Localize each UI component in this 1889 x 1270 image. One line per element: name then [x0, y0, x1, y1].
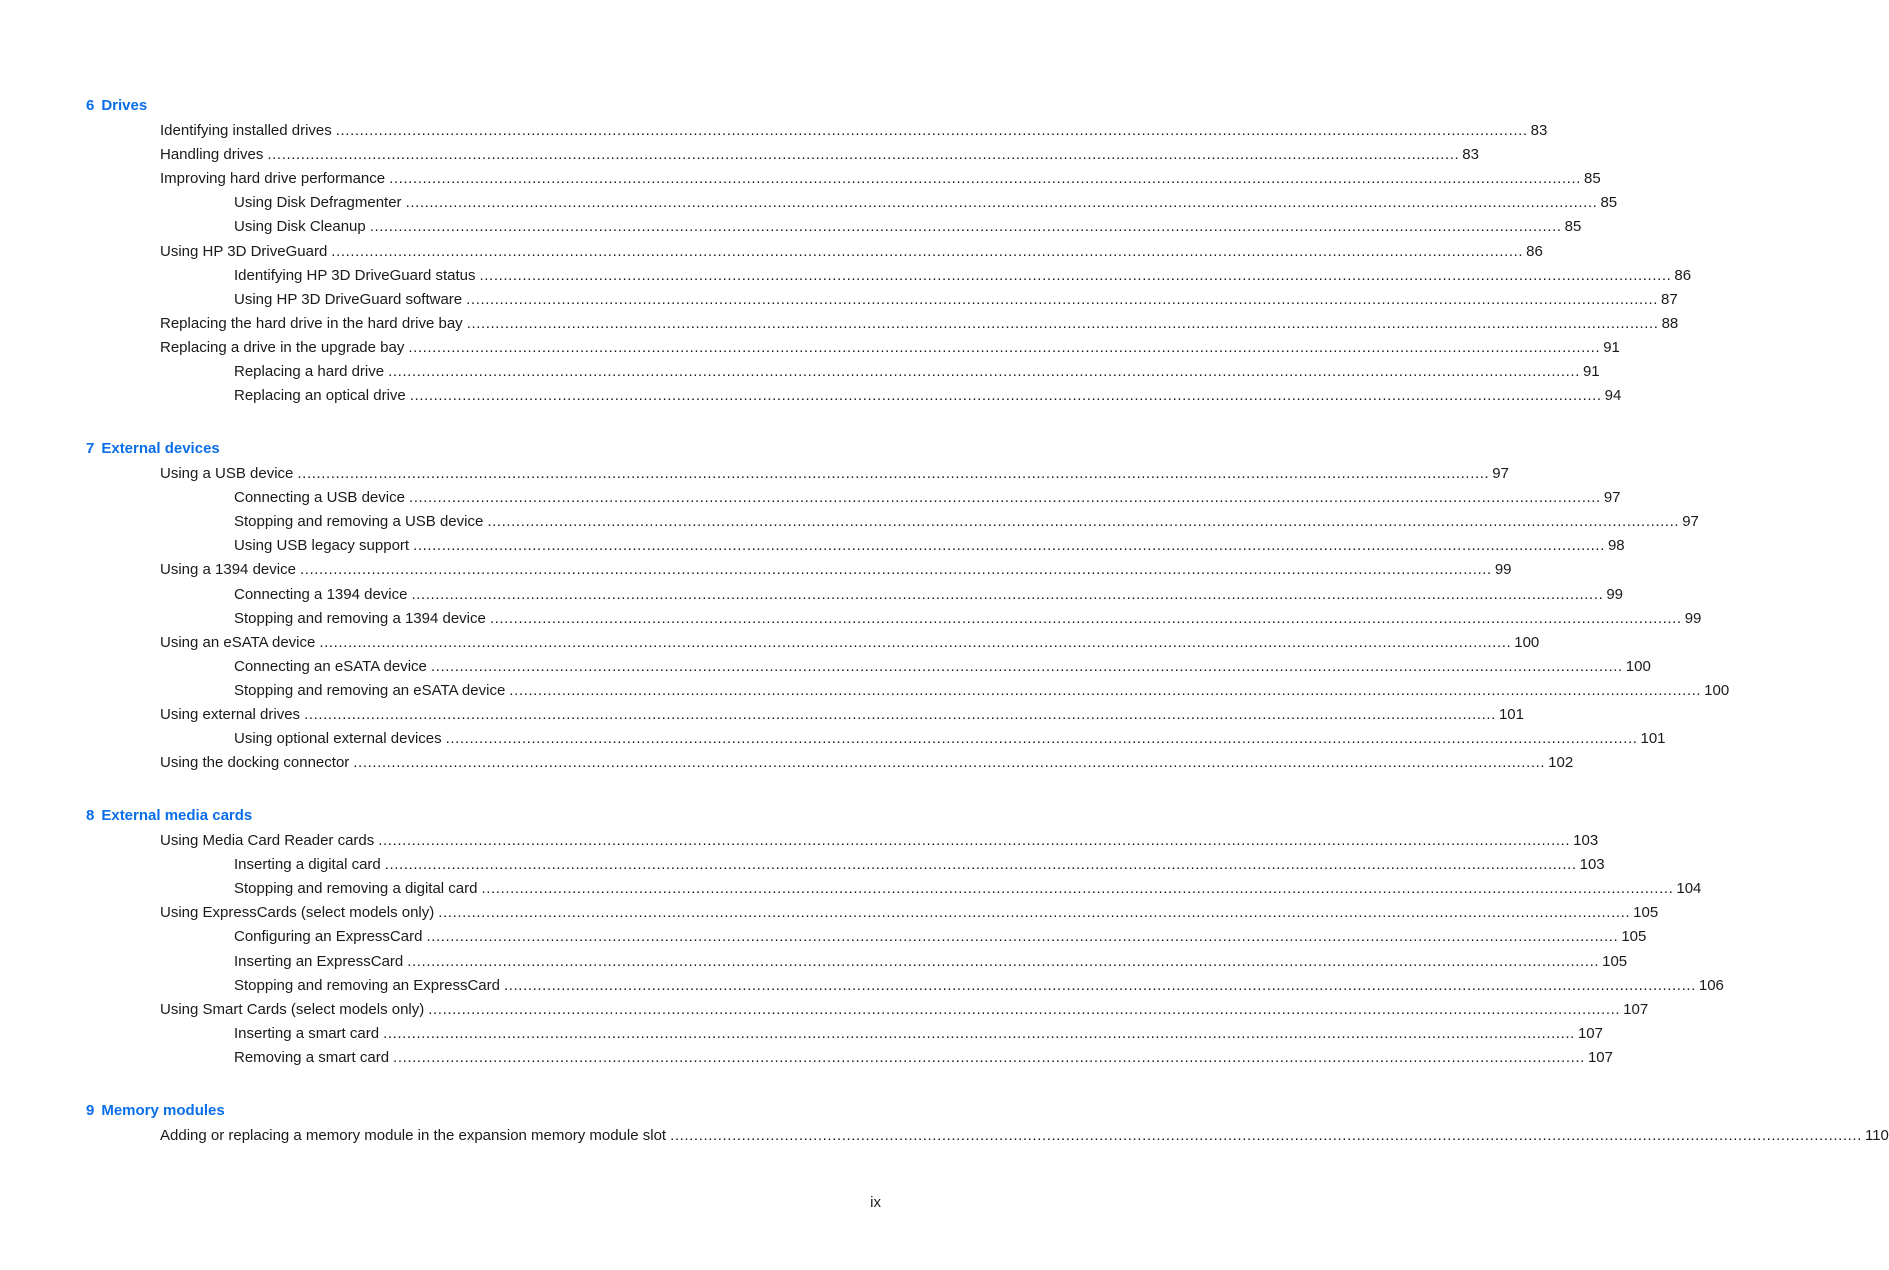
toc-entry-page: 85 — [1564, 218, 1582, 236]
toc-entry-page: 87 — [1661, 290, 1678, 308]
dot-leader: .......................................................................................................................................................................................................................................................... — [504, 976, 1696, 994]
toc-entry-title: Using optional external devices — [234, 730, 442, 748]
toc-entry-title: Replacing a hard drive — [234, 363, 385, 380]
dot-leader: .......................................................................................................................................................................................................................................................... — [378, 832, 1571, 849]
toc-entry[interactable] — [160, 1000, 1649, 1019]
toc-entry[interactable] — [160, 314, 1679, 333]
chapter-title: Drives — [101, 97, 148, 114]
chapter-heading[interactable] — [86, 440, 220, 458]
toc-entry[interactable] — [160, 122, 1548, 140]
toc-entry-page: 105 — [1633, 904, 1659, 922]
dot-leader: .......................................................................................................................................................................................................................................................... — [319, 633, 1512, 651]
chapter-title: External media cards — [101, 807, 253, 824]
dot-leader: .......................................................................................................................................................................................................................................................... — [670, 1127, 1862, 1144]
toc-entry[interactable] — [160, 1127, 1889, 1145]
toc-entry[interactable] — [234, 290, 1678, 309]
toc-entry[interactable] — [234, 363, 1600, 381]
toc-entry-page: 100 — [1704, 681, 1730, 699]
page-number: ix — [870, 1194, 881, 1211]
dot-leader: .......................................................................................................................................................................................................................................................... — [388, 363, 1580, 380]
dot-leader: .......................................................................................................................................................................................................................................................... — [369, 218, 1562, 236]
toc-entry-title: Stopping and removing an ExpressCard — [234, 976, 500, 994]
toc-entry-page: 94 — [1604, 387, 1622, 405]
chapter-title: External devices — [101, 440, 220, 457]
toc-entry-title: Adding or replacing a memory module in the expansion memory module slot — [160, 1127, 667, 1144]
toc-entry[interactable] — [234, 266, 1692, 285]
toc-entry-page: 102 — [1548, 754, 1574, 772]
toc-entry[interactable] — [234, 880, 1702, 898]
toc-entry-page: 99 — [1606, 585, 1624, 603]
toc-entry-title: Using Disk Cleanup — [234, 218, 366, 236]
toc-entry-title: Connecting a 1394 device — [234, 585, 408, 603]
toc-entry-title: Replacing the hard drive in the hard drive bay — [160, 314, 463, 332]
toc-entry-title: Using HP 3D DriveGuard software — [234, 290, 463, 308]
toc-entry[interactable] — [234, 1024, 1603, 1043]
dot-leader: .......................................................................................................................................................................................................................................................... — [489, 609, 1682, 627]
toc-entry-page: 101 — [1640, 730, 1666, 748]
dot-leader: .......................................................................................................................................................................................................................................................... — [413, 537, 1605, 555]
dot-leader: .......................................................................................................................................................................................................................................................... — [335, 122, 1528, 139]
toc-entry-page: 86 — [1674, 266, 1692, 284]
toc-entry[interactable] — [160, 242, 1543, 261]
toc-entry[interactable] — [160, 706, 1524, 724]
toc-entry-title: Using ExpressCards (select models only) — [160, 904, 435, 922]
toc-entry[interactable] — [160, 465, 1509, 483]
toc-entry-title: Using Disk Defragmenter — [234, 194, 402, 212]
dot-leader: .......................................................................................................................................................................................................................................................... — [331, 242, 1524, 260]
dot-leader: .......................................................................................................................................................................................................................................................... — [428, 1000, 1621, 1018]
toc-entry[interactable] — [234, 387, 1622, 405]
toc-entry-title: Using external drives — [160, 706, 301, 723]
toc-entry[interactable] — [234, 681, 1730, 700]
toc-entry-page: 103 — [1579, 856, 1605, 874]
toc-entry-page: 97 — [1682, 513, 1699, 531]
toc-entry-page: 107 — [1577, 1024, 1603, 1042]
toc-entry[interactable] — [234, 976, 1724, 995]
chapter-number: 8 — [86, 807, 95, 824]
toc-entry-title: Inserting a digital card — [234, 856, 381, 874]
toc-entry-page: 101 — [1498, 706, 1524, 723]
chapter-title: Memory modules — [101, 1102, 225, 1119]
toc-entry-title: Using USB legacy support — [234, 537, 410, 555]
chapter-number: 6 — [86, 97, 95, 114]
dot-leader: .......................................................................................................................................................................................................................................................... — [408, 338, 1601, 356]
dot-leader: .......................................................................................................................................................................................................................................................... — [445, 730, 1638, 748]
dot-leader: .......................................................................................................................................................................................................................................................... — [438, 904, 1631, 922]
toc-entry[interactable] — [234, 513, 1699, 531]
toc-entry-page: 100 — [1514, 633, 1540, 651]
toc-entry-title: Handling drives — [160, 146, 264, 164]
dot-leader: .......................................................................................................................................................................................................................................................... — [267, 146, 1460, 164]
dot-leader: .......................................................................................................................................................................................................................................................... — [299, 561, 1492, 579]
dot-leader: .......................................................................................................................................................................................................................................................... — [509, 681, 1702, 699]
toc-entry-page: 106 — [1698, 976, 1724, 994]
toc-entry[interactable] — [234, 730, 1666, 748]
toc-entry-page: 110 — [1864, 1127, 1889, 1144]
toc-entry[interactable] — [160, 561, 1512, 579]
dot-leader: .......................................................................................................................................................................................................................................................... — [466, 290, 1659, 308]
toc-entry[interactable] — [234, 928, 1647, 946]
dot-leader: .......................................................................................................................................................................................................................................................... — [409, 387, 1602, 405]
dot-leader: .......................................................................................................................................................................................................................................................... — [408, 489, 1601, 507]
toc-entry[interactable] — [160, 633, 1540, 652]
toc-entry-title: Using Media Card Reader cards — [160, 832, 375, 849]
dot-leader: .......................................................................................................................................................................................................................................................... — [407, 952, 1600, 970]
toc-entry[interactable] — [234, 856, 1605, 874]
toc-entry-title: Stopping and removing a 1394 device — [234, 609, 486, 627]
dot-leader: .......................................................................................................................................................................................................................................................... — [426, 928, 1619, 946]
dot-leader: .......................................................................................................................................................................................................................................................... — [384, 856, 1577, 874]
toc-entry-page: 100 — [1625, 657, 1651, 675]
dot-leader: .......................................................................................................................................................................................................................................................... — [353, 754, 1546, 772]
toc-entry-page: 105 — [1621, 928, 1647, 946]
toc-entry-page: 97 — [1492, 465, 1509, 482]
toc-entry-title: Replacing a drive in the upgrade bay — [160, 338, 405, 356]
toc-entry-page: 103 — [1573, 832, 1599, 849]
toc-entry[interactable] — [160, 170, 1601, 188]
toc-entry[interactable] — [234, 218, 1582, 236]
chapter-heading[interactable] — [86, 807, 252, 825]
toc-entry[interactable] — [234, 585, 1624, 604]
dot-leader: .......................................................................................................................................................................................................................................................... — [389, 170, 1581, 188]
toc-entry-title: Improving hard drive performance — [160, 170, 386, 188]
toc-entry[interactable] — [160, 754, 1574, 772]
toc-entry[interactable] — [234, 952, 1628, 971]
dot-leader: .......................................................................................................................................................................................................................................................... — [304, 706, 1496, 723]
toc-entry-title: Removing a smart card — [234, 1048, 390, 1066]
toc-entry[interactable] — [160, 338, 1620, 357]
dot-leader: .......................................................................................................................................................................................................................................................... — [479, 266, 1672, 284]
toc-entry[interactable] — [234, 194, 1618, 212]
dot-leader: .......................................................................................................................................................................................................................................................... — [393, 1048, 1585, 1066]
toc-entry-page: 98 — [1607, 537, 1625, 555]
dot-leader: .......................................................................................................................................................................................................................................................... — [411, 585, 1604, 603]
chapter-number: 9 — [86, 1102, 95, 1119]
toc-entry-page: 85 — [1583, 170, 1601, 188]
dot-leader: .......................................................................................................................................................................................................................................................... — [430, 657, 1623, 675]
toc-entry[interactable] — [234, 609, 1702, 628]
toc-entry-page: 97 — [1603, 489, 1621, 507]
toc-entry-title: Inserting an ExpressCard — [234, 952, 404, 970]
dot-leader: .......................................................................................................................................................................................................................................................... — [466, 314, 1659, 332]
toc-entry-page: 91 — [1603, 338, 1620, 356]
toc-entry-page: 83 — [1530, 122, 1548, 139]
toc-entry[interactable] — [234, 489, 1621, 507]
toc-entry[interactable] — [234, 537, 1625, 555]
dot-leader: .......................................................................................................................................................................................................................................................... — [383, 1024, 1575, 1042]
toc-entry-title: Stopping and removing a digital card — [234, 880, 478, 898]
dot-leader: .......................................................................................................................................................................................................................................................... — [297, 465, 1490, 482]
chapter-heading[interactable] — [86, 1102, 225, 1120]
toc-entry-page: 99 — [1684, 609, 1702, 627]
toc-entry-page: 104 — [1676, 880, 1702, 898]
toc-entry-title: Using HP 3D DriveGuard — [160, 242, 328, 260]
dot-leader: .......................................................................................................................................................................................................................................................... — [481, 880, 1674, 898]
toc-entry-title: Using Smart Cards (select models only) — [160, 1000, 425, 1018]
dot-leader: .......................................................................................................................................................................................................................................................... — [487, 513, 1680, 531]
toc-entry-page: 85 — [1600, 194, 1618, 212]
toc-entry-title: Replacing an optical drive — [234, 387, 406, 405]
toc-entry-title: Using a 1394 device — [160, 561, 296, 579]
chapter-heading[interactable] — [86, 97, 147, 115]
toc-entry-page: 83 — [1462, 146, 1479, 164]
toc-entry-page: 107 — [1587, 1048, 1613, 1066]
toc-entry[interactable] — [160, 146, 1479, 164]
toc-entry-page: 107 — [1623, 1000, 1649, 1018]
toc-entry-title: Stopping and removing a USB device — [234, 513, 484, 531]
toc-entry[interactable] — [160, 832, 1599, 850]
toc-entry-title: Stopping and removing an eSATA device — [234, 681, 506, 699]
dot-leader: .......................................................................................................................................................................................................................................................... — [405, 194, 1598, 212]
toc-entry[interactable] — [234, 1048, 1613, 1067]
toc-entry-title: Connecting an eSATA device — [234, 657, 427, 675]
toc-entry-title: Inserting a smart card — [234, 1024, 380, 1042]
toc-entry-page: 88 — [1661, 314, 1679, 332]
toc-entry-page: 86 — [1526, 242, 1543, 260]
toc-entry-page: 105 — [1602, 952, 1628, 970]
toc-entry-title: Connecting a USB device — [234, 489, 405, 507]
toc-entry-title: Using a USB device — [160, 465, 294, 482]
toc-entry-title: Identifying installed drives — [160, 122, 332, 139]
toc-entry[interactable] — [160, 904, 1659, 922]
toc-entry-page: 91 — [1582, 363, 1600, 380]
toc-entry-page: 99 — [1494, 561, 1512, 579]
chapter-number: 7 — [86, 440, 95, 457]
toc-entry-title: Configuring an ExpressCard — [234, 928, 423, 946]
toc-entry[interactable] — [234, 657, 1651, 676]
toc-entry-title: Using the docking connector — [160, 754, 350, 772]
toc-entry-title: Identifying HP 3D DriveGuard status — [234, 266, 476, 284]
toc-entry-title: Using an eSATA device — [160, 633, 316, 651]
